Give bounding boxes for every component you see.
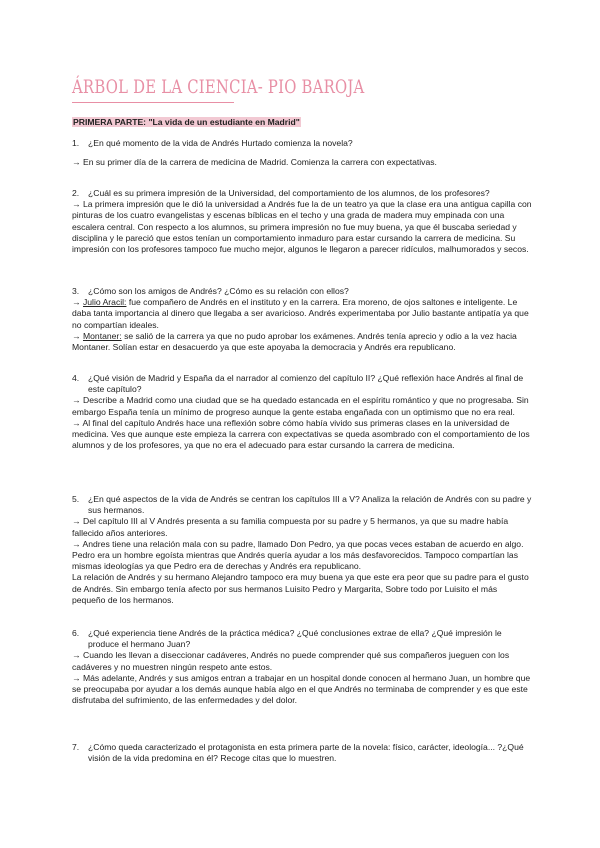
friend-name-julio: Julio Aracil: <box>82 297 127 308</box>
question-3 <box>72 286 532 297</box>
question-text: ¿Qué experiencia tiene Andrés de la práctica médica? ¿Qué conclusiones extrae de ella? ¿Qué impresión le produce el hermano Juan? <box>88 628 502 650</box>
answer-paragraph: → Andres tiene una relación mala con su padre, llamado Don Pedro, ya que pocas veces estaban de acuerdo en algo. Pedro era un hombre egoísta mientras que Andrés quería ayudar a los más desfavorecidos. Tampoco compartían las mismas ideologías ya que Pedro era de derechas y Andrés era republicano. <box>72 538 524 572</box>
question-block-7 <box>72 742 532 764</box>
question-number: 3. <box>72 286 80 296</box>
question-number: 7. <box>72 742 80 752</box>
question-number: 2. <box>72 188 80 198</box>
answer-paragraph: → Más adelante, Andrés y sus amigos entran a trabajar en un hospital donde conocen al hermano Juan, un hombre que se preocupaba por ayudar a los demás aunque había algo en el que Andrés no terminaba de comprender y es que este disfrutaba del sufrimiento, de las enfermedades y del dolor. <box>72 672 531 706</box>
question-1 <box>72 138 532 149</box>
title-underline <box>72 102 234 103</box>
question-6 <box>72 628 532 650</box>
answer-paragraph: → En su primer día de la carrera de medicina de Madrid. Comienza la carrera con expectativas. <box>72 157 437 168</box>
question-text: ¿En qué aspectos de la vida de Andrés se centran los capítulos III a V? Analiza la relación de Andrés con su padre y sus hermanos. <box>88 494 532 516</box>
question-block-5 <box>72 494 532 606</box>
question-block-2 <box>72 188 532 255</box>
question-text: ¿Cuál es su primera impresión de la Universidad, del comportamiento de los alumnos, de los profesores? <box>88 188 490 198</box>
question-number: 5. <box>72 494 80 504</box>
friend-description: fue compañero de Andrés en el instituto y en la carrera. Era moreno, de ojos saltones e inteligente. Le daba tanta importancia al dinero que llegaba a ser avaricioso. Andrés experimentaba por Julio bastante antipatía ya que no compartían ideales. <box>72 297 529 330</box>
question-block-4 <box>72 373 532 451</box>
answer-paragraph: La relación de Andrés y su hermano Alejandro tampoco era muy buena ya que este era peor que su padre para el gusto de Andrés. Sin embargo tenía afecto por sus hermanos Luisito Pedro y Margarita, Sobre todo por Luisito el más pequeño de los hermanos. <box>72 572 529 605</box>
question-number: 4. <box>72 373 80 383</box>
arrow: → <box>72 330 83 341</box>
question-text: ¿Cómo son los amigos de Andrés? ¿Cómo es su relación con ellos? <box>88 286 349 296</box>
question-block-1 <box>72 138 532 168</box>
question-block-6 <box>72 628 532 706</box>
section-heading <box>72 117 301 127</box>
friend-description: se salió de la carrera ya que no pudo aprobar los exámenes. Andrés tenía aprecio y odio a la vez hacia Montaner. Solían estar en desacuerdo ya que este apoyaba la democracia y Andrés era republicano. <box>72 330 517 353</box>
answer-paragraph: → Al final del capítulo Andrés hace una reflexión sobre cómo había vivido sus primeras clases en la universidad de medicina. Ves que aunque este empieza la carrera con expectativas se queda asombrado con el comportamiento de los alumnos y de los profesores, ya que no era el adecuado para estar cursando la carrera de medicina. <box>72 417 530 451</box>
question-text: ¿En qué momento de la vida de Andrés Hurtado comienza la novela? <box>88 138 353 148</box>
question-text: ¿Cómo queda caracterizado el protagonista en esta primera parte de la novela: físico, carácter, ideología... ?¿Qué visión de la vida predomina en él? Recoge citas que lo muestren. <box>88 742 524 764</box>
question-5 <box>72 494 532 516</box>
answer-paragraph-julio <box>72 297 532 331</box>
question-2 <box>72 188 532 199</box>
answer-paragraph: → Cuando les llevan a diseccionar cadáveres, Andrés no puede comprender qué sus compañeros jueguen con los cadáveres y no muestren ningún respeto ante estos. <box>72 650 510 672</box>
question-7 <box>72 742 532 764</box>
answer-paragraph: → Del capítulo III al V Andrés presenta a su familia compuesta por su padre y 5 hermanos, ya que su madre había fallecido años anteriores. <box>72 516 509 538</box>
document-title: ÁRBOL DE LA CIENCIA- PIO BAROJA <box>72 76 365 98</box>
answer-paragraph-montaner <box>72 331 532 353</box>
answer-paragraph: → La primera impresión que le dió la universidad a Andrés fue la de un teatro ya que la clase era una antigua capilla con pinturas de los cuatro evangelistas y escenas bíblicas en el techo y una grada de madera muy empinada con una escalera central. Con respecto a los alumnos, su primera impresión no fue muy buena, ya que él buscaba seriedad y disciplina y le pareció que estos tenían un comportamiento inmaduro para estar cursando la carrera de medicina. Su impresión con los profesores tampoco fue mucho mejor, algunos le llegaron a parecer ridículos, malhumorados y secos. <box>72 199 532 255</box>
arrow: → <box>72 297 83 308</box>
question-block-3 <box>72 286 532 353</box>
question-text: ¿Qué visión de Madrid y España da el narrador al comienzo del capítulo II? ¿Qué reflexión hace Andrés al final de este capítulo? <box>88 373 524 395</box>
section-title: "La vida de un estudiante en Madrid" <box>148 117 300 127</box>
friend-name-montaner: Montaner: <box>82 330 122 341</box>
section-label: PRIMERA PARTE: <box>73 117 147 127</box>
question-number: 6. <box>72 628 80 638</box>
question-4 <box>72 373 532 395</box>
answer-paragraph: → Describe a Madrid como una ciudad que se ha quedado estancada en el espíritu romántico y que no progresaba. Sin embargo España tenía un mínimo de progreso aunque la gente estaba engañada con un optimismo que no era real. <box>72 395 529 417</box>
section-heading-text <box>72 117 301 127</box>
question-number: 1. <box>72 138 80 148</box>
